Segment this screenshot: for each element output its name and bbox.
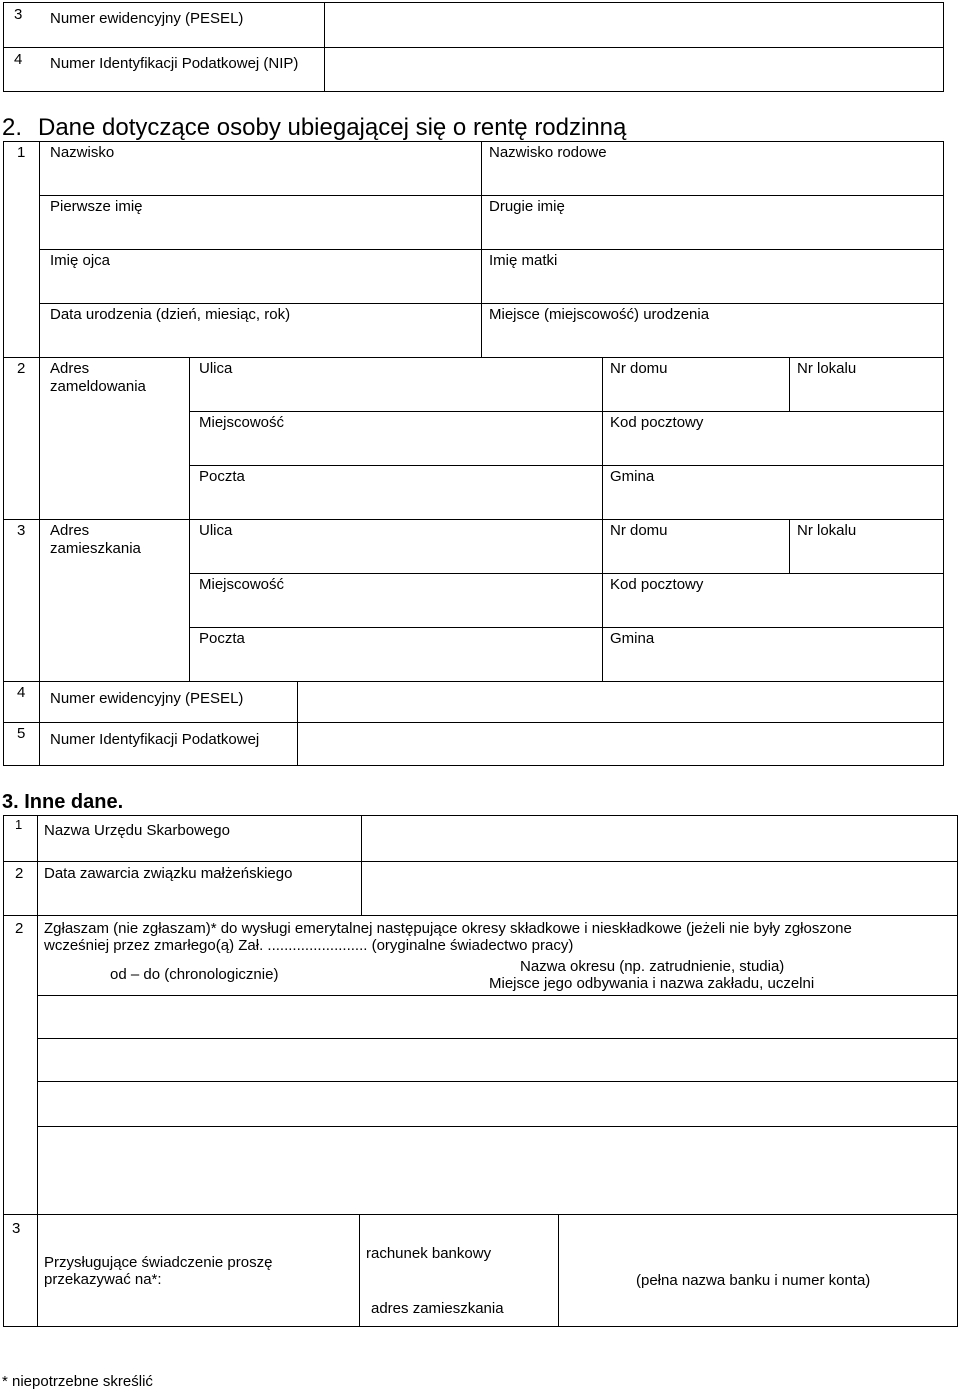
ulica-label: Ulica	[199, 522, 233, 539]
data-urodzenia-label: Data urodzenia (dzień, miesiąc, rok)	[50, 306, 291, 323]
zameldowanie-nr-lokalu-field[interactable]	[790, 358, 943, 411]
imie-ojca-label: Imię ojca	[50, 252, 111, 269]
imie-matki-label: Imię matki	[489, 252, 558, 269]
row-number: 3	[12, 1220, 21, 1237]
zameldowanie-poczta-field[interactable]	[190, 466, 602, 519]
section-2-number: 2.	[2, 114, 23, 141]
nazwisko-field[interactable]	[40, 142, 481, 195]
nr-domu-label: Nr domu	[610, 522, 668, 539]
zameldowanie-gmina-field[interactable]	[603, 466, 943, 519]
option-rachunek-bankowy[interactable]: rachunek bankowy	[366, 1245, 492, 1262]
data-malzenstwa-field[interactable]	[362, 862, 957, 915]
poczta-label: Poczta	[199, 468, 245, 485]
pesel-label: Numer ewidencyjny (PESEL)	[50, 690, 244, 707]
kod-pocztowy-label: Kod pocztowy	[610, 576, 704, 593]
row-number: 5	[17, 725, 26, 742]
row-number: 1	[17, 144, 26, 161]
data-malzenstwa-label: Data zawarcia związku małżeńskiego	[44, 865, 293, 882]
poczta-label: Poczta	[199, 630, 245, 647]
kod-pocztowy-label: Kod pocztowy	[610, 414, 704, 431]
pesel-label: Numer ewidencyjny (PESEL)	[50, 10, 244, 27]
nip-field[interactable]	[298, 723, 943, 765]
gmina-label: Gmina	[610, 468, 655, 485]
miejsce-urodzenia-field[interactable]	[482, 304, 943, 357]
option-adres-zamieszkania[interactable]: adres zamieszkania	[371, 1300, 504, 1317]
imie-matki-field[interactable]	[482, 250, 943, 303]
zameldowanie-kod-field[interactable]	[603, 412, 943, 465]
adres-zamieszkania-label: Adres	[50, 522, 90, 539]
data-urodzenia-field[interactable]	[40, 304, 481, 357]
nip-label: Numer Identyfikacji Podatkowej	[50, 731, 260, 748]
footnote: * niepotrzebne skreślić	[2, 1373, 153, 1390]
zamieszkanie-poczta-field[interactable]	[190, 628, 602, 681]
zamieszkanie-nr-domu-field[interactable]	[603, 520, 789, 573]
miejscowosc-label: Miejscowość	[199, 576, 285, 593]
row-number: 3	[14, 6, 23, 23]
zamieszkanie-miejscowosc-field[interactable]	[190, 574, 602, 627]
zameldowanie-miejscowosc-field[interactable]	[190, 412, 602, 465]
drugie-imie-field[interactable]	[482, 196, 943, 249]
okresy-col-dates-header: od – do (chronologicznie)	[110, 966, 279, 983]
nr-domu-label: Nr domu	[610, 360, 668, 377]
ulica-label: Ulica	[199, 360, 233, 377]
miejsce-urodzenia-label: Miejsce (miejscowość) urodzenia	[489, 306, 710, 323]
zameldowanie-ulica-field[interactable]	[190, 358, 602, 411]
row-number: 2	[15, 920, 24, 937]
wyplata-label: przekazywać na*:	[44, 1271, 162, 1288]
row-number: 4	[14, 51, 23, 68]
adres-zameldowania-label: Adres	[50, 360, 90, 377]
okresy-statement: wcześniej przez zmarłego(ą) Zał. ........................ (oryginalne świadectwo pracy)	[44, 937, 574, 954]
bank-account-hint: (pełna nazwa banku i numer konta)	[636, 1272, 871, 1289]
pesel-field[interactable]	[298, 682, 943, 722]
pierwsze-imie-field[interactable]	[40, 196, 481, 249]
bank-account-field[interactable]	[559, 1215, 957, 1326]
okresy-row[interactable]	[38, 1039, 957, 1081]
gmina-label: Gmina	[610, 630, 655, 647]
urzad-skarbowy-label: Nazwa Urzędu Skarbowego	[44, 822, 230, 839]
row-number: 4	[17, 684, 26, 701]
row-number: 2	[17, 360, 26, 377]
okresy-row[interactable]	[38, 996, 957, 1038]
wyplata-label: Przysługujące świadczenie proszę	[44, 1254, 273, 1271]
miejscowosc-label: Miejscowość	[199, 414, 285, 431]
pesel-field[interactable]	[325, 3, 943, 47]
okresy-statement: Zgłaszam (nie zgłaszam)* do wysługi emerytalnej następujące okresy składkowe i nieskładkowe (jeżeli nie były zgłoszone	[44, 920, 852, 937]
nip-field[interactable]	[325, 48, 943, 91]
zamieszkanie-ulica-field[interactable]	[190, 520, 602, 573]
zamieszkanie-gmina-field[interactable]	[603, 628, 943, 681]
row-number: 1	[15, 817, 23, 832]
nazwisko-rodowe-label: Nazwisko rodowe	[489, 144, 607, 161]
adres-zameldowania-label: zameldowania	[50, 378, 146, 395]
section-2-title: Dane dotyczące osoby ubiegającej się o rentę rodzinną	[38, 114, 627, 141]
row-number: 3	[17, 522, 26, 539]
imie-ojca-field[interactable]	[40, 250, 481, 303]
nazwisko-label: Nazwisko	[50, 144, 115, 161]
row-number: 2	[15, 865, 24, 882]
zamieszkanie-nr-lokalu-field[interactable]	[790, 520, 943, 573]
okresy-row[interactable]	[38, 1127, 957, 1214]
nr-lokalu-label: Nr lokalu	[797, 522, 857, 539]
nr-lokalu-label: Nr lokalu	[797, 360, 857, 377]
okresy-row[interactable]	[38, 1082, 957, 1126]
pierwsze-imie-label: Pierwsze imię	[50, 198, 143, 215]
nazwisko-rodowe-field[interactable]	[482, 142, 943, 195]
okresy-col-name-header: Miejsce jego odbywania i nazwa zakładu, uczelni	[489, 975, 815, 992]
adres-zamieszkania-label: zamieszkania	[50, 540, 141, 557]
drugie-imie-label: Drugie imię	[489, 198, 565, 215]
okresy-col-name-header: Nazwa okresu (np. zatrudnienie, studia)	[520, 958, 785, 975]
urzad-skarbowy-field[interactable]	[362, 816, 957, 861]
zameldowanie-nr-domu-field[interactable]	[603, 358, 789, 411]
zamieszkanie-kod-field[interactable]	[603, 574, 943, 627]
section-3-title: 3. Inne dane.	[2, 791, 124, 813]
nip-label: Numer Identyfikacji Podatkowej (NIP)	[50, 55, 299, 72]
